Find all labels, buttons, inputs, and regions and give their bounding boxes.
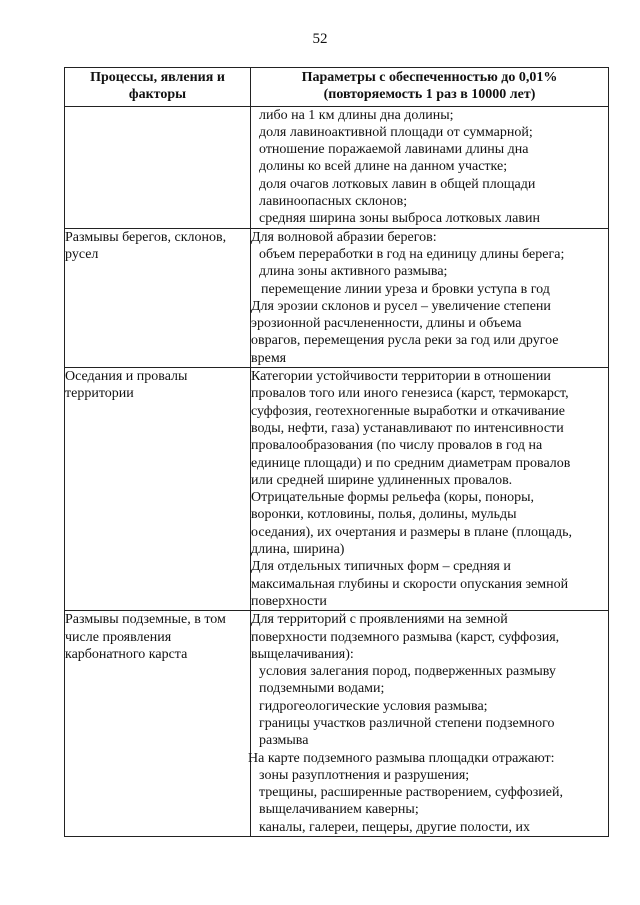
- parameters-cell: [248, 611, 609, 837]
- header-parameters-line: Параметры с обеспеченностью до 0,01%: [301, 70, 558, 85]
- process-line: территории: [65, 386, 134, 402]
- parameter-line: Для отдельных типичных форм – средняя и: [251, 559, 511, 575]
- table-row: [65, 228, 609, 367]
- table-row: [65, 106, 609, 228]
- parameter-line: эрозионной расчлененности, длины и объема: [251, 316, 522, 332]
- parameter-line: Для территорий с проявлениями на земной: [251, 612, 508, 628]
- process-line: Оседания и провалы: [65, 369, 188, 385]
- parameter-line: Для волновой абразии берегов:: [251, 229, 437, 245]
- parameter-line: трещины, расширенные растворением, суффозией,: [259, 785, 563, 801]
- parameter-line: максимальная глубины и скорости опускания земной: [251, 576, 569, 592]
- process-line: Размывы подземные, в том: [65, 612, 226, 628]
- parameter-line: размыва: [259, 733, 309, 749]
- parameter-line: воды, нефти, газа) устанавливают по интенсивности: [251, 420, 564, 436]
- parameter-line: перемещение линии уреза и бровки уступа в год: [261, 281, 550, 297]
- page-number: 52: [312, 31, 328, 47]
- parameter-line: поверхности: [251, 593, 327, 609]
- parameter-line: гидрогеологические условия размыва;: [259, 698, 488, 714]
- process-line: числе проявления: [65, 629, 172, 645]
- parameter-line: объем переработки в год на единицу длины берега;: [259, 246, 565, 262]
- table-row: [65, 368, 609, 611]
- header-processes: [65, 68, 251, 107]
- parameters-cell: [251, 106, 609, 228]
- parameter-line: Категории устойчивости территории в отношении: [251, 369, 551, 385]
- parameter-line: средняя ширина зоны выброса лотковых лавин: [259, 211, 540, 227]
- parameter-line: доля очагов лотковых лавин в общей площади: [259, 176, 536, 192]
- parameter-line: или средней ширине удлиненных провалов.: [251, 472, 513, 488]
- parameter-line: каналы, галереи, пещеры, другие полости, их: [259, 819, 530, 835]
- parameter-line: подземными водами;: [259, 681, 385, 697]
- parameter-line: доля лавиноактивной площади от суммарной;: [259, 124, 533, 140]
- parameter-line: лавиноопасных склонов;: [259, 194, 408, 210]
- process-cell: [65, 228, 251, 367]
- parameter-line: долины ко всей длине на данном участке;: [259, 159, 508, 175]
- header-processes-line: факторы: [128, 87, 187, 103]
- parameter-line: На карте подземного размыва площадки отражают:: [248, 750, 555, 766]
- parameters-cell: [251, 228, 609, 367]
- header-parameters: [251, 68, 609, 107]
- parameter-line: Для эрозии склонов и русел – увеличение степени: [251, 298, 551, 314]
- parameter-line: суффозия, геотехногенные выработки и откачивание: [251, 403, 565, 419]
- parameter-line: выщелачиванием каверны;: [259, 802, 419, 818]
- process-line: русел: [65, 246, 99, 262]
- process-cell: [65, 106, 251, 228]
- header-processes-line: Процессы, явления и: [90, 70, 225, 85]
- parameters-cell: [251, 368, 609, 611]
- parameters-table: [64, 67, 609, 837]
- parameter-line: длина зоны активного размыва;: [259, 264, 448, 280]
- process-line: Размывы берегов, склонов,: [65, 229, 227, 245]
- parameter-line: оврагов, перемещения русла реки за год или другое: [251, 333, 559, 349]
- parameter-line: границы участков различной степени подземного: [259, 715, 555, 731]
- process-cell: [65, 611, 251, 837]
- process-line: карбонатного карста: [65, 646, 188, 662]
- parameter-line: время: [251, 350, 287, 366]
- table-header-row: [65, 68, 609, 107]
- parameter-line: воронки, котловины, полья, долины, мульды: [251, 507, 517, 523]
- parameter-line: длина, ширина): [251, 542, 345, 558]
- process-cell: [65, 368, 251, 611]
- table-body: [65, 106, 609, 836]
- parameter-line: поверхности подземного размыва (карст, суффозия,: [251, 629, 560, 645]
- parameter-line: оседания), их очертания и размеры в плане (площадь,: [251, 524, 572, 540]
- parameter-line: провалообразования (по числу провалов в год на: [251, 438, 543, 454]
- table-row: [65, 611, 609, 837]
- parameter-line: единице площади) и по средним диаметрам провалов: [251, 455, 571, 471]
- parameter-line: провалов того или иного генезиса (карст, термокарст,: [251, 386, 569, 402]
- parameter-line: Отрицательные формы рельефа (коры, поноры,: [251, 490, 534, 506]
- parameter-line: отношение поражаемой лавинами длины дна: [259, 142, 529, 158]
- parameter-line: либо на 1 км длины дна долины;: [259, 107, 454, 123]
- header-parameters-line: (повторяемость 1 раз в 10000 лет): [323, 87, 536, 103]
- parameter-line: зоны разуплотнения и разрушения;: [259, 767, 470, 783]
- parameter-line: выщелачивания):: [251, 646, 354, 662]
- parameter-line: условия залегания пород, подверженных размыву: [259, 664, 556, 680]
